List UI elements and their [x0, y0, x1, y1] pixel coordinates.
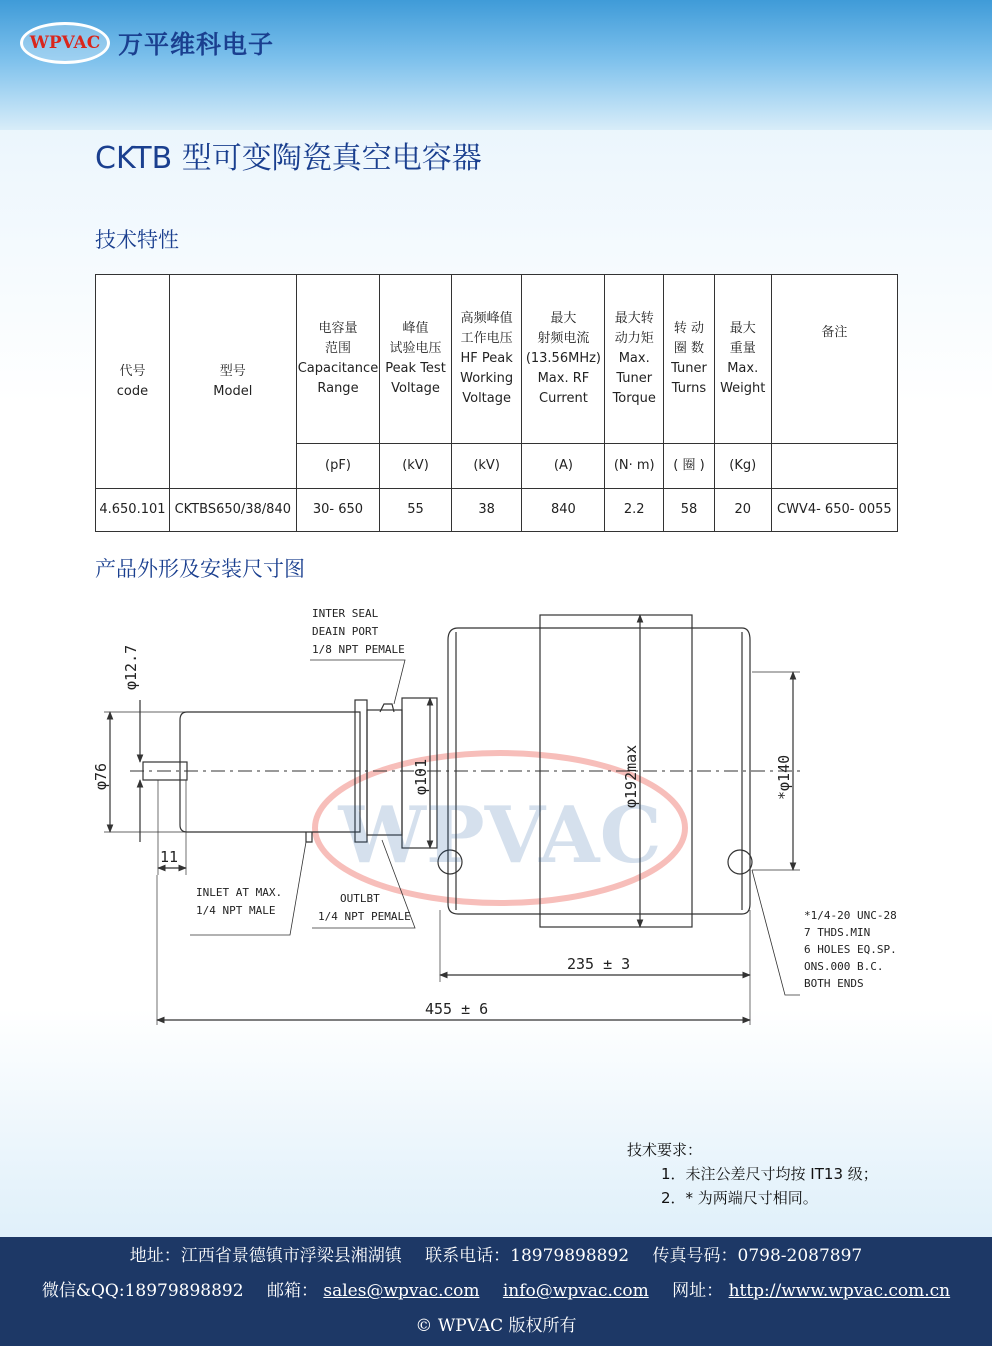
cell-tuner-turns: 58	[664, 489, 715, 532]
footer-email-label: 邮箱：	[266, 1281, 318, 1301]
dimension-drawing	[92, 598, 905, 1038]
footer	[0, 1237, 992, 1346]
label-outlet: OUTLBT	[340, 892, 380, 905]
unit-cell: (N· m)	[605, 444, 664, 489]
label-holes: ONS.000 B.C.	[804, 960, 884, 973]
footer-copyright: © WPVAC 版权所有	[415, 1316, 577, 1336]
cell-code: 4.650.101	[96, 489, 170, 532]
table-row	[96, 489, 898, 532]
footer-line-online	[0, 1276, 992, 1307]
dim-455: 455 ± 6	[425, 1000, 489, 1018]
unit-cell-empty	[771, 444, 897, 489]
thread-hole-right	[728, 850, 752, 874]
cell-peak-test-voltage: 55	[380, 489, 452, 532]
label-inlet: 1/4 NPT MALE	[196, 904, 276, 917]
header-banner	[0, 0, 992, 130]
header-rf-current: 最大 射频电流 (13.56MHz) Max. RF Current	[522, 275, 605, 444]
page-title: CKTB 型可变陶瓷真空电容器	[95, 141, 482, 176]
dim-d140: *φ140	[775, 754, 793, 800]
footer-address: 地址：江西省景德镇市浮梁县湘湖镇	[129, 1246, 402, 1266]
footer-phone: 联系电话：18979898892	[425, 1246, 630, 1266]
dim-d12: φ12.7	[122, 644, 140, 690]
label-inlet: INLET AT MAX.	[196, 886, 283, 899]
outlet-port	[306, 832, 312, 842]
technical-notes	[627, 1138, 878, 1210]
header-peak-test-voltage: 峰值 试验电压 Peak Test Voltage	[380, 275, 452, 444]
label-outlet: 1/4 NPT PEMALE	[318, 910, 411, 923]
notes-title: 技术要求：	[627, 1141, 703, 1159]
label-holes: BOTH ENDS	[804, 977, 864, 990]
note-item: 1．未注公差尺寸均按 IT13 级；	[661, 1165, 878, 1183]
cell-weight: 20	[714, 489, 771, 532]
dim-11: 11	[160, 848, 179, 866]
dim-235: 235 ± 3	[567, 955, 631, 973]
unit-cell: (pF)	[296, 444, 379, 489]
email-link-sales[interactable]: sales@wpvac.com	[323, 1281, 480, 1301]
label-inter-seal: 1/8 NPT PEMALE	[312, 643, 405, 656]
unit-cell: (Kg)	[714, 444, 771, 489]
dim-d192: φ192max	[622, 744, 640, 808]
label-holes: 6 HOLES EQ.SP.	[804, 943, 897, 956]
dim-d101: φ101	[412, 758, 430, 795]
footer-line-contact	[0, 1241, 992, 1272]
header-tuner-torque: 最大转 动力矩 Max. Tuner Torque	[605, 275, 664, 444]
pipe-body	[180, 712, 360, 832]
footer-site-label: 网址：	[672, 1281, 724, 1301]
header-code: 代号 code	[96, 275, 170, 489]
section-specs-heading: 技术特性	[95, 228, 179, 252]
header-model: 型号 Model	[169, 275, 296, 489]
label-holes: 7 THDS.MIN	[804, 926, 871, 939]
unit-cell: (kV)	[451, 444, 522, 489]
email-link-info[interactable]: info@wpvac.com	[502, 1281, 649, 1301]
note-item: 2．* 为两端尺寸相同。	[661, 1189, 818, 1207]
footer-wechat: 微信&QQ:18979898892	[41, 1281, 244, 1301]
unit-cell: ( 圈 )	[664, 444, 715, 489]
company-logo	[20, 22, 274, 64]
label-holes: *1/4-20 UNC-28	[804, 909, 897, 922]
header-weight: 最大 重量 Max. Weight	[714, 275, 771, 444]
section-drawing-heading: 产品外形及安装尺寸图	[95, 557, 305, 581]
inter-seal-port	[380, 704, 394, 712]
logo-badge: WPVAC	[20, 22, 110, 64]
header-hf-working-voltage: 高频峰值 工作电压 HF Peak Working Voltage	[451, 275, 522, 444]
label-inter-seal: DEAIN PORT	[312, 625, 379, 638]
footer-fax: 传真号码：0798-2087897	[652, 1246, 863, 1266]
watermark-text: WPVAC	[338, 790, 662, 881]
header-tuner-turns: 转 动 圈 数 Tuner Turns	[664, 275, 715, 444]
dim-d76: φ76	[92, 762, 110, 790]
header-capacitance: 电容量 范围 Capacitance Range	[296, 275, 379, 444]
logo-text: 万平维科电子	[118, 30, 275, 59]
spec-table	[95, 274, 898, 532]
header-remarks: 备注	[771, 275, 897, 444]
cell-capacitance: 30- 650	[296, 489, 379, 532]
cell-hf-working-voltage: 38	[451, 489, 522, 532]
cell-remarks: CWV4- 650- 0055	[771, 489, 897, 532]
cell-model: CKTBS650/38/840	[169, 489, 296, 532]
cell-rf-current: 840	[522, 489, 605, 532]
label-inter-seal: INTER SEAL	[312, 607, 379, 620]
cell-tuner-torque: 2.2	[605, 489, 664, 532]
website-link[interactable]: http://www.wpvac.com.cn	[728, 1281, 951, 1301]
table-header-row	[96, 275, 898, 444]
unit-cell: (A)	[522, 444, 605, 489]
unit-cell: (kV)	[380, 444, 452, 489]
